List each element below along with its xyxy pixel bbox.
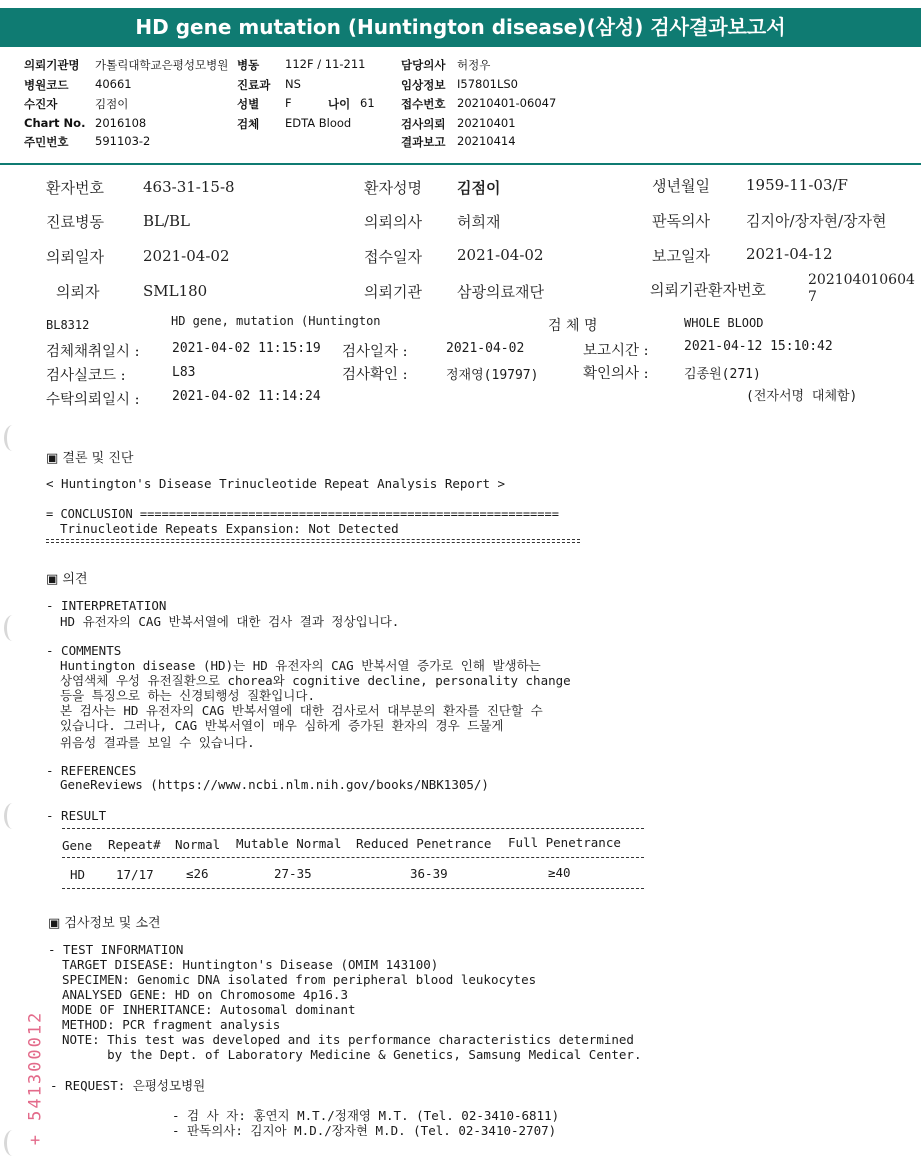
- patient-value: 김지아/장자현/장자현: [746, 212, 887, 230]
- result-cell: ≤26: [186, 866, 209, 881]
- patient-key: 환자번호: [46, 179, 104, 197]
- interpretation-text: HD 유전자의 CAG 반복서열에 대한 검사 결과 정상입니다.: [60, 614, 400, 629]
- test-info-line: MODE OF INHERITANCE: Autosomal dominant: [62, 1002, 356, 1017]
- reporttime-value: 2021-04-12 15:10:42: [684, 339, 833, 354]
- test-info-line: SPECIMEN: Genomic DNA isolated from peripheral blood leukocytes: [62, 972, 537, 987]
- request-line: - REQUEST: 은평성모병원: [50, 1078, 206, 1093]
- divider: [62, 857, 644, 858]
- comment-line: 상염색체 우성 유전질환으로 chorea와 cognitive decline, personality change: [60, 673, 571, 688]
- patient-value: 삼광의료재단: [457, 283, 544, 301]
- testdate-label: 검사일자 :: [342, 344, 408, 360]
- patient-key: 접수일자: [364, 248, 422, 266]
- header-key: 주민번호: [24, 135, 69, 149]
- patient-key: 판독의사: [652, 212, 710, 230]
- header-value: F: [285, 96, 292, 110]
- patient-key: 보고일자: [652, 247, 710, 265]
- conclusion-label: = CONCLUSION ==========================================================: [46, 507, 559, 521]
- signature-line: - 판독의사: 김지아 M.D./장자현 M.D. (Tel. 02-3410-2707): [172, 1123, 557, 1138]
- test-info-line: METHOD: PCR fragment analysis: [62, 1017, 281, 1032]
- esign-note: (전자서명 대체함): [746, 389, 858, 404]
- patient-value: 김점이: [457, 179, 501, 197]
- result-cell: 27-35: [274, 866, 312, 881]
- comment-line: 등을 특징으로 하는 신경퇴행성 질환입니다.: [60, 688, 315, 703]
- patient-value: 허희재: [457, 213, 501, 231]
- room-value: L83: [172, 365, 196, 380]
- header-key: 결과보고: [401, 135, 446, 149]
- comment-line: 본 검사는 HD 유전자의 CAG 반복서열에 대한 검사로서 대부분의 환자를 진단할 수: [60, 703, 543, 718]
- patient-value: BL/BL: [143, 212, 191, 230]
- header-value: 40661: [95, 77, 132, 91]
- request-value: 2021-04-02 11:14:24: [172, 389, 321, 404]
- patient-value: 7: [808, 289, 817, 305]
- age-label: 나이: [328, 97, 351, 111]
- result-label: - RESULT: [46, 808, 107, 823]
- header-divider: [0, 163, 921, 165]
- patient-key: 의뢰의사: [364, 213, 422, 231]
- header-value: 김점이: [95, 97, 129, 111]
- header-value: 20210401-06047: [457, 96, 557, 110]
- result-header: Reduced Penetrance: [356, 836, 492, 851]
- header-value: 가톨릭대학교은평성모병원: [95, 58, 229, 72]
- divider: [62, 888, 644, 889]
- patient-value: 2021-04-02: [457, 246, 544, 264]
- patient-key: 진료병동: [46, 213, 104, 231]
- patient-key: 생년월일: [652, 177, 710, 195]
- test-name: HD gene, mutation (Huntington: [171, 314, 381, 328]
- test-info-line: ANALYSED GENE: HD on Chromosome 4p16.3: [62, 987, 348, 1002]
- result-header: Full Penetrance: [508, 835, 621, 850]
- header-value: EDTA Blood: [285, 116, 352, 130]
- interpretation-label: - INTERPRETATION: [46, 598, 167, 613]
- test-info-line: NOTE: This test was developed and its performance characteristics determined: [62, 1032, 634, 1047]
- result-cell: ≥40: [548, 865, 571, 880]
- header-value: I57801LS0: [457, 77, 518, 91]
- header-key: 병원코드: [24, 78, 69, 92]
- collect-label: 검체채취일시 :: [46, 344, 140, 360]
- comment-line: 위음성 결과를 보일 수 있습니다.: [60, 735, 255, 750]
- signature-line: - 검 사 자: 홍연지 M.T./정재영 M.T. (Tel. 02-3410-6811): [172, 1108, 560, 1123]
- conclusion-text: Trinucleotide Repeats Expansion: Not Detected: [60, 521, 399, 536]
- comments-label: - COMMENTS: [46, 643, 122, 658]
- divider: [46, 539, 580, 543]
- conclusion-heading: ▣ 결론 및 진단: [46, 451, 134, 466]
- testdate-value: 2021-04-02: [446, 341, 525, 356]
- binder-hole: [4, 803, 21, 829]
- header-row: [24, 57, 80, 73]
- references-text: GeneReviews (https://www.ncbi.nlm.nih.gov/books/NBK1305/): [60, 777, 489, 792]
- header-key: 접수번호: [401, 97, 446, 111]
- patient-value: 463-31-15-8: [143, 178, 235, 196]
- header-value: 2016108: [95, 116, 147, 130]
- binder-hole: [4, 1130, 21, 1156]
- opinion-heading: ▣ 의견: [46, 572, 88, 587]
- header-key: 병동: [237, 58, 260, 72]
- patient-value: 2021-04-12: [746, 245, 833, 263]
- header-value: 허정우: [457, 58, 491, 72]
- doctor-label: 확인의사 :: [583, 366, 649, 382]
- request-label: 수탁의뢰일시 :: [46, 392, 140, 408]
- test-code: BL8312: [46, 318, 90, 332]
- patient-key: 의뢰기관: [364, 283, 422, 301]
- header-key: 임상정보: [401, 78, 446, 92]
- patient-key: 의뢰기관환자번호: [650, 281, 766, 299]
- result-header: Normal: [175, 837, 221, 852]
- header-key: 성별: [237, 97, 260, 111]
- comment-line: Huntington disease (HD)는 HD 유전자의 CAG 반복서열 증가로 인해 발생하는: [60, 658, 541, 673]
- divider: [62, 828, 644, 829]
- patient-key: 의뢰일자: [46, 248, 104, 266]
- patient-key: 의뢰자: [56, 283, 100, 301]
- specimen-value: WHOLE BLOOD: [684, 316, 764, 330]
- header-key: 담당의사: [401, 58, 446, 72]
- patient-value: SML180: [143, 282, 208, 300]
- header-key: 검사의뢰: [401, 117, 446, 131]
- patient-value: 2021-04-02: [143, 247, 230, 265]
- result-header: Repeat#: [108, 837, 161, 852]
- patient-key: 환자성명: [364, 179, 422, 197]
- result-cell: 17/17: [116, 867, 154, 882]
- margin-stamp: + 541300012: [25, 1010, 46, 1146]
- header-key: Chart No.: [24, 116, 86, 130]
- result-header: Gene: [62, 838, 93, 853]
- collect-value: 2021-04-02 11:15:19: [172, 341, 321, 356]
- header-value: 112F / 11-211: [285, 57, 366, 71]
- header-key: 의뢰기관명: [24, 58, 80, 72]
- patient-value: 1959-11-03/F: [746, 176, 848, 194]
- header-key: 진료과: [237, 78, 271, 92]
- patient-value: 202104010604: [808, 272, 915, 288]
- comment-line: 있습니다. 그러나, CAG 반복서열이 매우 심하게 증가된 환자의 경우 드물게: [60, 718, 504, 733]
- confirm-value: 정재영(19797): [446, 368, 539, 383]
- doctor-value: 김종원(271): [684, 367, 761, 382]
- header-key: 검체: [237, 117, 260, 131]
- binder-hole: [4, 615, 21, 641]
- specimen-label: 검 체 명: [548, 318, 598, 334]
- result-cell: HD: [70, 867, 86, 882]
- report-title: HD gene mutation (Huntington disease)(삼성) 검사결과보고서: [0, 8, 921, 47]
- header-value: NS: [285, 77, 301, 91]
- report-subtitle: < Huntington's Disease Trinucleotide Repeat Analysis Report >: [46, 476, 506, 491]
- header-key: 수진자: [24, 97, 58, 111]
- room-label: 검사실코드 :: [46, 368, 126, 384]
- reporttime-label: 보고시간 :: [583, 343, 649, 359]
- test-info-line: TARGET DISEASE: Huntington's Disease (OMIM 143100): [62, 957, 439, 972]
- header-value: 591103-2: [95, 134, 151, 148]
- test-info-line: by the Dept. of Laboratory Medicine & Genetics, Samsung Medical Center.: [62, 1047, 642, 1062]
- result-cell: 36-39: [410, 866, 448, 881]
- header-value: 20210414: [457, 134, 516, 148]
- references-label: - REFERENCES: [46, 763, 137, 778]
- test-info-heading: ▣ 검사정보 및 소견: [48, 916, 161, 931]
- header-value: 20210401: [457, 116, 516, 130]
- test-information-label: - TEST INFORMATION: [48, 942, 184, 957]
- result-header: Mutable Normal: [236, 836, 342, 851]
- confirm-label: 검사확인 :: [342, 367, 408, 383]
- binder-hole: [4, 425, 21, 451]
- age-value: 61: [360, 96, 375, 110]
